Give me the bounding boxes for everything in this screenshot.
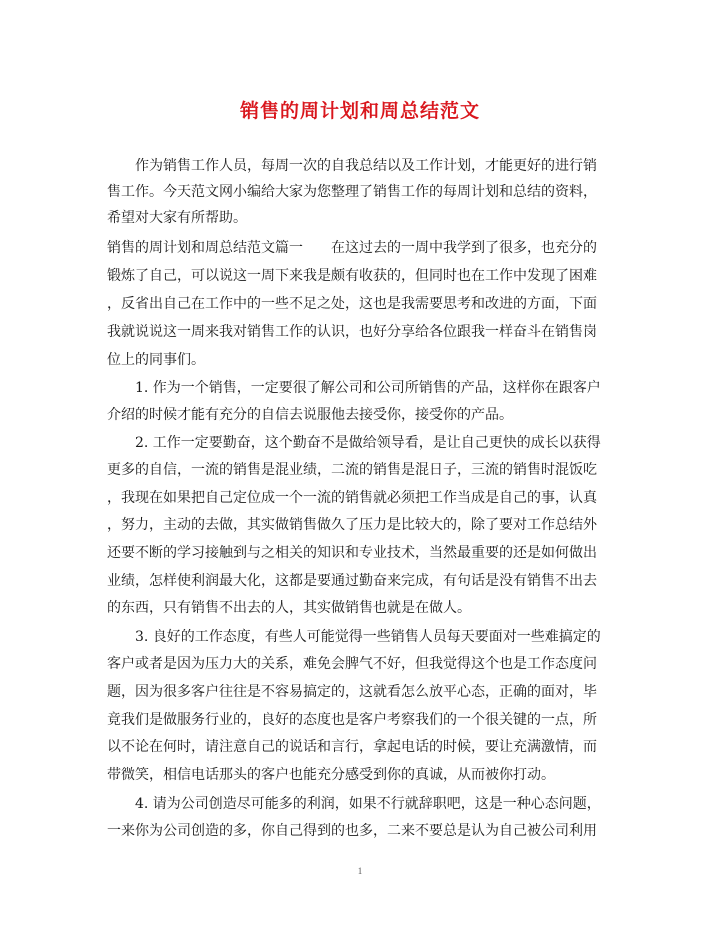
body-line: 带微笑，相信电话那头的客户也能充分感受到你的真诚，从而被你打动。 (107, 767, 555, 783)
body-line: 介绍的时候才能有充分的自信去说服他去接受你，接受你的产品。 (107, 407, 513, 423)
body-line: 3. 良好的工作态度，有些人可能觉得一些销售人员每天要面对一些难搞定的 (135, 629, 601, 645)
body-line: 希望对大家有所帮助。 (107, 210, 247, 226)
body-line: 客户或者是因为压力大的关系，难免会脾气不好，但我觉得这个也是工作态度问 (107, 656, 597, 672)
body-line: 锻炼了自己，可以说这一周下来我是颇有收获的，但同时也在工作中发现了困难 (107, 268, 597, 284)
body-line: 更多的自信，一流的销售是混业绩，二流的销售是混日子，三流的销售时混饭吃 (107, 462, 597, 478)
body-line: ，反省出自己在工作中的一些不足之处，这也是我需要思考和改进的方面，下面 (107, 296, 597, 312)
document-title: 销售的周计划和周总结范文 (239, 100, 480, 122)
body-line: 业绩，怎样使利润最大化，这都是要通过勤奋来完成，有句话是没有销售不出去 (107, 573, 597, 589)
body-line: ，我现在如果把自己定位成一个一流的销售就必须把工作当成是自己的事，认真 (107, 490, 597, 506)
page-number: 1 (357, 866, 363, 876)
body-line: 竟我们是做服务行业的，良好的态度也是客户考察我们的一个很关键的一点，所 (107, 712, 597, 728)
body-line: ，努力，主动的去做，其实做销售做久了压力是比较大的，除了要对工作总结外 (107, 517, 597, 533)
body-line: 销售的周计划和周总结范文篇一 在这过去的一周中我学到了很多，也充分的 (107, 240, 597, 256)
body-line: 还要不断的学习接触到与之相关的知识和专业技术，当然最重要的还是如何做出 (107, 545, 597, 561)
body-line: 4. 请为公司创造尽可能多的利润，如果不行就辞职吧，这是一种心态问题， (135, 796, 601, 812)
body-line: 以不论在何时，请注意自己的说话和言行，拿起电话的时候，要让充满激情，而 (107, 739, 597, 755)
body-line: 售工作。今天范文网小编给大家为您整理了销售工作的每周计划和总结的资料， (107, 184, 597, 200)
body-line: 题，因为很多客户往往是不容易搞定的，这就看怎么放平心态，正确的面对，毕 (107, 684, 597, 700)
body-line: 位上的同事们。 (107, 352, 205, 368)
body-line: 我就说说这一周来我对销售工作的认识，也好分享给各位跟我一样奋斗在销售岗 (107, 324, 597, 340)
body-line: 作为销售工作人员，每周一次的自我总结以及工作计划，才能更好的进行销 (135, 158, 597, 174)
body-line: 1. 作为一个销售，一定要很了解公司和公司所销售的产品，这样你在跟客户 (135, 380, 601, 396)
body-line: 的东西，只有销售不出去的人，其实做销售也就是在做人。 (107, 600, 471, 616)
body-line: 一来你为公司创造的多，你自己得到的也多，二来不要总是认为自己被公司利用 (107, 823, 597, 839)
body-line: 2. 工作一定要勤奋，这个勤奋不是做给领导看，是让自己更快的成长以获得 (135, 435, 601, 451)
